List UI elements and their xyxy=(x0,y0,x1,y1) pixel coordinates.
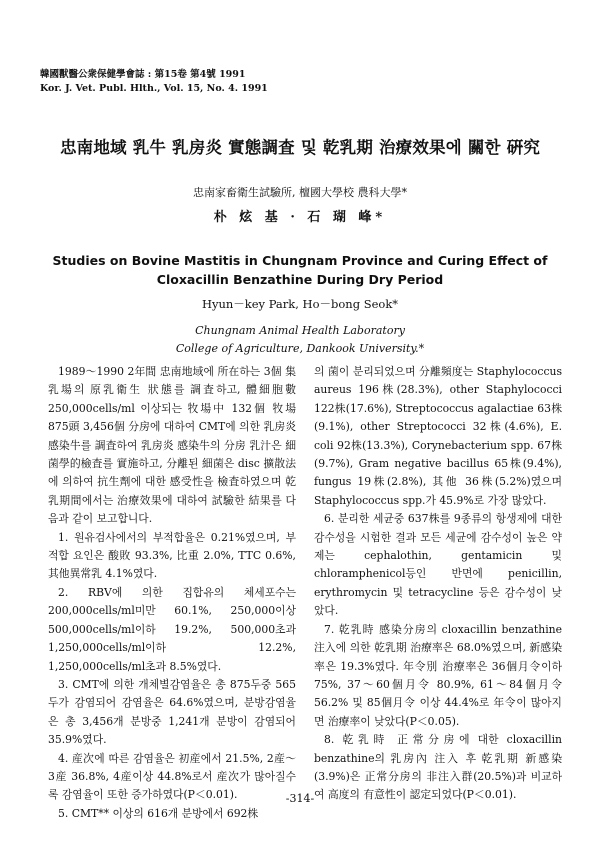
result-item-3: 3. CMT에 의한 개체별감염율은 총 875두중 565두가 감염되어 감염율은 64.6%였으며, 분방감염율은 총 3,456개 분방중 1,241개 분방이 감염되어 35.9%였다. xyxy=(48,677,296,747)
affiliation-english-line2: College of Agriculture, Dankook University.* xyxy=(175,342,425,355)
result-item-2: 2. RBV에 의한 집합유의 체세포수는 200,000cells/ml미만 60.1%, 250,000이상 500,000cells/ml이하 19.2%, 500,000초과 1,250,000cells/ml이하 12.2%, 1,250,000cells/ml초과 8.5%였다. xyxy=(48,585,296,673)
result-item-1: 1. 원유검사에서의 부적합율은 0.21%였으며, 부적합 요인은 酸敗 93.3%, 比重 2.0%, TTC 0.6%, 其他異常乳 4.1%였다. xyxy=(48,530,296,581)
authors-english: Hyun－key Park, Ho－bong Seok* xyxy=(201,297,399,311)
page-number: -314- xyxy=(285,792,315,805)
result-item-5-start: 5. CMT** 이상의 616개 분방에서 692株 xyxy=(58,806,259,820)
result-item-7: 7. 乾乳時 感染分房의 cloxacillin benzathine 注入에 의한 乾乳期 治療率은 68.0%였으며, 新感染率은 19.3%였다. 年令別 治療率은 36個月令이하 75%, 37～60個月令 80.9%, 61～84個月令 56.2% 및 85個月令 이상 44.4%로 年令이 많아지면 治療率이 낮았다(P＜0.05). xyxy=(314,622,562,728)
affiliation-english-line1: Chungnam Animal Health Laboratory xyxy=(195,324,405,337)
body-column-right xyxy=(314,363,562,805)
authors-korean: 朴 炫 基 · 石 瑚 峰* xyxy=(213,210,387,225)
result-item-5-continued: 의 菌이 분리되었으며 分離頻度는 Staphylococcus aureus 196株(28.3%), other Staphylococci 122株(17.6%), Streptococcus agalactiae 63株(9.1%), other Streptococci 32株(4.6%), E. coli 92株(13.3%), Corynebacterium spp. 67株(9.7%), Gram negative bacillus 65株(9.4%), fungus 19株(2.8%), 其他 36株(5.2%)였으며 Staphylococcus spp.가 45.9%로 가장 많았다. xyxy=(314,365,562,507)
affiliation-english xyxy=(0,322,600,358)
journal-line-english: Kor. J. Vet. Publ. Hlth., Vol. 15, No. 4. 1991 xyxy=(40,83,268,94)
result-item-6: 6. 분리한 세균중 637株를 9종류의 항생제에 대한 감수성을 시험한 결과 모든 세균에 감수성이 높은 약제는 cephalothin, gentamicin 및 chloramphenicol등인 반면에 penicillin, erythromycin 및 tetracycline 등은 감수성이 낮았다. xyxy=(314,512,562,618)
title-english: Studies on Bovine Mastitis in Chungnam Province and Curing Effect of Cloxacillin Benzathine During Dry Period xyxy=(52,253,548,287)
journal-line-korean: 韓國獸醫公衆保健學會誌 : 第15卷 第4號 1991 xyxy=(40,69,246,80)
result-item-4: 4. 産次에 따른 감염율은 初産에서 21.5%, 2産～3産 36.8%, 4産이상 44.8%로서 産次가 많아질수록 감염율이 또한 증가하였다(P＜0.01). xyxy=(48,751,296,802)
body-column-left xyxy=(48,363,296,823)
result-item-8: 8. 乾乳時 正常分房에 대한 cloxacillin benzathine의 乳房內 注入 후 乾乳期 新感染(3.9%)은 正常分房의 非注入群(20.5%)과 비교하여 高度의 有意性이 認定되었다(P＜0.01). xyxy=(314,733,562,802)
journal-header xyxy=(40,68,268,96)
abstract-paragraph: 1989～1990 2年間 忠南地域에 所在하는 3個 集乳場의 原乳衛生 狀態를 調査하고, 體細胞數 250,000cells/ml 이상되는 牧場中 132個 牧場 875頭 3,456個 分房에 대하여 CMT에 의한 乳房炎 感染牛를 調査하여 乳房炎 感染牛의 分房 乳汁은 細菌學的檢査를 實施하고, 分離된 細菌은 disc 擴散法에 의하여 抗生劑에 대한 感受性을 檢査하였으며 乾乳期間에서는 治療效果에 대하여 試驗한 結果를 다음과 같이 보고합니다. xyxy=(48,365,296,526)
affiliation-korean: 忠南家畜衛生試驗所, 檀國大學校 農科大學* xyxy=(193,186,407,199)
title-korean: 忠南地域 乳牛 乳房炎 實態調査 및 乾乳期 治療效果에 關한 硏究 xyxy=(59,138,541,157)
